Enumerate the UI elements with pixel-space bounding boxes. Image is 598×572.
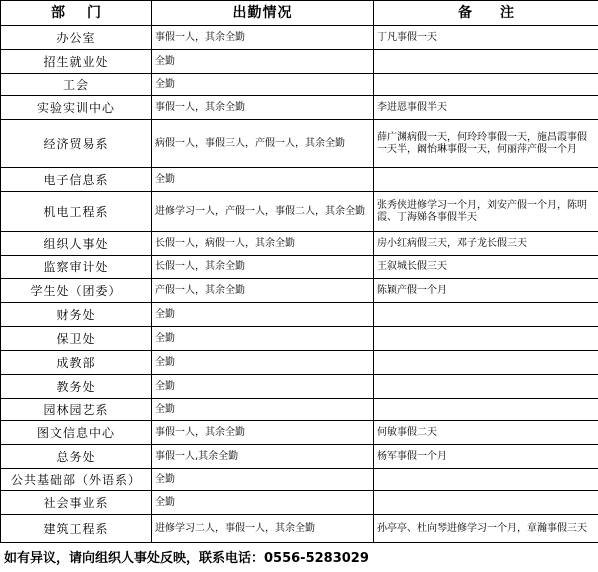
attendance-cell: 全勤 <box>152 303 374 327</box>
attendance-cell: 全勤 <box>152 168 374 192</box>
attendance-cell: 产假一人，其余全勤 <box>152 279 374 303</box>
notes-cell: 孙亭亭、杜向琴进修学习一个月，章瀚事假三天 <box>374 515 598 543</box>
notes-cell <box>374 50 598 74</box>
dept-cell: 工会 <box>1 74 152 96</box>
table-row <box>1 96 598 120</box>
dept-cell: 图文信息中心 <box>1 421 152 445</box>
table-row <box>1 232 598 256</box>
table-row <box>1 168 598 192</box>
attendance-cell: 全勤 <box>152 375 374 399</box>
attendance-cell: 全勤 <box>152 327 374 351</box>
notes-cell <box>374 74 598 96</box>
attendance-cell: 全勤 <box>152 491 374 515</box>
dept-cell: 社会事业系 <box>1 491 152 515</box>
notes-cell: 丁凡事假一天 <box>374 26 598 50</box>
attendance-cell: 进修学习二人，事假一人，其余全勤 <box>152 515 374 543</box>
table-row <box>1 50 598 74</box>
header-attendance: 出勤情况 <box>152 1 374 26</box>
dept-cell: 保卫处 <box>1 327 152 351</box>
notes-cell <box>374 351 598 375</box>
notes-cell: 王叙城长假三天 <box>374 256 598 279</box>
notes-cell: 杨军事假一个月 <box>374 445 598 469</box>
attendance-cell: 全勤 <box>152 399 374 421</box>
notes-cell: 陈颖产假一个月 <box>374 279 598 303</box>
attendance-cell: 事假一人，其余全勤 <box>152 26 374 50</box>
table-row <box>1 469 598 491</box>
notes-cell: 李进恩事假半天 <box>374 96 598 120</box>
dept-cell: 办公室 <box>1 26 152 50</box>
table-row <box>1 279 598 303</box>
notes-cell <box>374 375 598 399</box>
attendance-cell: 事假一人，其余全勤 <box>152 96 374 120</box>
dept-cell: 实验实训中心 <box>1 96 152 120</box>
header-department: 部门 <box>1 1 152 26</box>
table-row <box>1 421 598 445</box>
header-notes: 备注 <box>374 1 598 26</box>
attendance-cell: 事假一人，其余全勤 <box>152 421 374 445</box>
table-body <box>1 26 598 543</box>
dept-cell: 园林园艺系 <box>1 399 152 421</box>
table-row <box>1 375 598 399</box>
dept-cell: 学生处（团委） <box>1 279 152 303</box>
table-row <box>1 26 598 50</box>
dept-cell: 监察审计处 <box>1 256 152 279</box>
dept-cell: 电子信息系 <box>1 168 152 192</box>
table-row <box>1 303 598 327</box>
notes-cell <box>374 491 598 515</box>
attendance-cell: 长假一人，其余全勤 <box>152 256 374 279</box>
table-row <box>1 120 598 168</box>
attendance-cell: 全勤 <box>152 74 374 96</box>
notes-cell: 何敏事假二天 <box>374 421 598 445</box>
dept-cell: 成教部 <box>1 351 152 375</box>
notes-cell <box>374 469 598 491</box>
footer-note: 如有异议，请向组织人事处反映，联系电话：0556-5283029 <box>4 551 369 566</box>
notes-cell <box>374 327 598 351</box>
notes-cell <box>374 168 598 192</box>
notes-cell <box>374 399 598 421</box>
dept-cell: 总务处 <box>1 445 152 469</box>
table-row <box>1 192 598 232</box>
dept-cell: 机电工程系 <box>1 192 152 232</box>
dept-cell: 招生就业处 <box>1 50 152 74</box>
attendance-cell: 全勤 <box>152 351 374 375</box>
table-row <box>1 445 598 469</box>
notes-cell: 薛广渊病假一天，何玲玲事假一天，施昌霞事假一天半，阚怡琳事假一天，何丽萍产假一个月 <box>374 120 598 168</box>
attendance-cell: 病假一人，事假三人，产假一人，其余全勤 <box>152 120 374 168</box>
notes-cell: 房小红病假三天，邓子龙长假三天 <box>374 232 598 256</box>
attendance-cell: 全勤 <box>152 50 374 74</box>
header-row <box>1 1 598 26</box>
dept-cell: 组织人事处 <box>1 232 152 256</box>
table-row <box>1 351 598 375</box>
table-row <box>1 256 598 279</box>
dept-cell: 公共基础部（外语系） <box>1 469 152 491</box>
table-row <box>1 327 598 351</box>
dept-cell: 建筑工程系 <box>1 515 152 543</box>
table-row <box>1 515 598 543</box>
dept-cell: 经济贸易系 <box>1 120 152 168</box>
table-row <box>1 491 598 515</box>
attendance-cell: 事假一人,其余全勤 <box>152 445 374 469</box>
table-row <box>1 74 598 96</box>
notes-cell: 张秀侠进修学习一个月，刘安产假一个月，陈明霞、丁海娣各事假半天 <box>374 192 598 232</box>
dept-cell: 财务处 <box>1 303 152 327</box>
attendance-cell: 长假一人，病假一人，其余全勤 <box>152 232 374 256</box>
dept-cell: 教务处 <box>1 375 152 399</box>
notes-cell <box>374 303 598 327</box>
attendance-cell: 全勤 <box>152 469 374 491</box>
attendance-cell: 进修学习一人，产假一人，事假二人，其余全勤 <box>152 192 374 232</box>
table-row <box>1 399 598 421</box>
